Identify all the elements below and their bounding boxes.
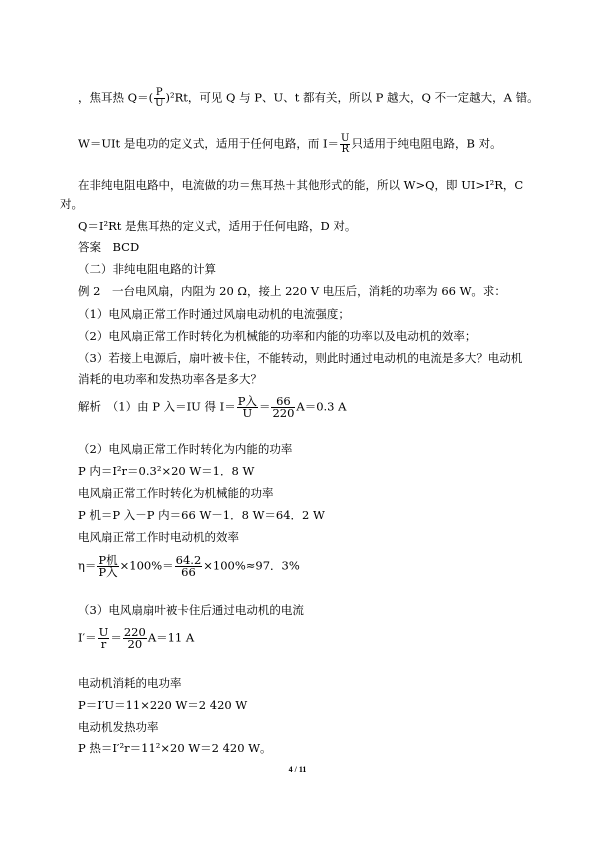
solution-line-3: P 内＝I²r＝0.3²×20 W＝1．8 W bbox=[78, 464, 255, 478]
current-line: I′＝ $\frac{U}{r}$ ＝ $\frac{220}{20}$ A＝11 A bbox=[78, 625, 195, 651]
solution-line-4: 电风扇正常工作时转化为机械能的功率 bbox=[78, 486, 274, 500]
solution-line-10: 电动机发热功率 bbox=[78, 720, 159, 734]
example-2-statement: 例 2 一台电风扇，内阻为 20 Ω，接上 220 V 电压后，消耗的功率为 66 W。求： bbox=[78, 284, 506, 298]
efficiency-line: η＝ $\frac{\text{P机}}{\text{P入}}$ ×100%＝ $\frac{64.2}{66}$ ×100%≈97．3% bbox=[78, 553, 300, 579]
solution-line-8: 电动机消耗的电功率 bbox=[78, 676, 182, 690]
question-1: （1）电风扇正常工作时通过风扇电动机的电流强度； bbox=[78, 307, 350, 321]
question-3: （3）若接上电源后，扇叶被卡住，不能转动，则此时通过电动机的电流是多大？电动机 bbox=[78, 351, 523, 365]
text-line-5: Q＝I²Rt 是焦耳热的定义式，适用于任何电路，D 对。 bbox=[78, 219, 357, 233]
solution-line-6: 电风扇正常工作时电动机的效率 bbox=[78, 530, 239, 544]
fraction-u-over-r-small: $\frac{U}{r}$ bbox=[98, 625, 109, 651]
fraction-p-over-u: $\frac{P}{U}$ bbox=[155, 87, 164, 109]
fraction-pmech-over-pin: $\frac{\text{P机}}{\text{P入}}$ bbox=[98, 553, 118, 579]
solution-line-9: P＝I′U＝11×220 W＝2 420 W bbox=[78, 698, 248, 712]
text-line-4: 对。 bbox=[60, 197, 83, 211]
solution-line-5: P 机＝P 入－P 内＝66 W－1．8 W＝64．2 W bbox=[78, 508, 325, 522]
text-line-2: W＝UIt 是电功的定义式，适用于任何电路，而 I＝ $\frac{U}{R}$ 只适用于纯电阻电路，B 对。 bbox=[78, 133, 502, 155]
fraction-66-over-220: $\frac{66}{220}$ bbox=[272, 394, 295, 420]
question-3-cont: 消耗的电功率和发热功率各是多大？ bbox=[78, 372, 262, 386]
page-number: 4 / 11 bbox=[288, 765, 307, 774]
answer-line: 答案 BCD bbox=[78, 240, 140, 254]
fraction-u-over-r: $\frac{U}{R}$ bbox=[341, 133, 350, 155]
text-line-1: ，焦耳热 Q＝( $\frac{P}{U}$ )²Rt，可见 Q 与 P、U、t 都有关，所以 P 越大，Q 不一定越大，A 错。 bbox=[78, 87, 539, 109]
solution-line-7: （3）电风扇扇叶被卡住后通过电动机的电流 bbox=[78, 603, 304, 617]
fraction-pin-over-u: $\frac{\text{P入}}{U}$ bbox=[237, 394, 257, 420]
fraction-64-2-over-66: $\frac{64.2}{66}$ bbox=[175, 553, 202, 579]
solution-line-2: （2）电风扇正常工作时转化为内能的功率 bbox=[78, 442, 293, 456]
section-heading: （二）非纯电阻电路的计算 bbox=[78, 262, 216, 276]
fraction-220-over-20: $\frac{220}{20}$ bbox=[123, 625, 146, 651]
question-2: （2）电风扇正常工作时转化为机械能的功率和内能的功率以及电动机的效率； bbox=[78, 329, 477, 343]
text-line-3: 在非纯电阻电路中，电流做的功＝焦耳热＋其他形式的能，所以 W>Q，即 UI>I²R，C bbox=[78, 178, 524, 192]
solution-line-1: 解析 （1）由 P 入＝IU 得 I＝ $\frac{\text{P入}}{U}$ ＝ $\frac{66}{220}$ A＝0.3 A bbox=[78, 394, 347, 420]
solution-line-11: P 热＝I′²r＝11²×20 W＝2 420 W。 bbox=[78, 741, 272, 755]
